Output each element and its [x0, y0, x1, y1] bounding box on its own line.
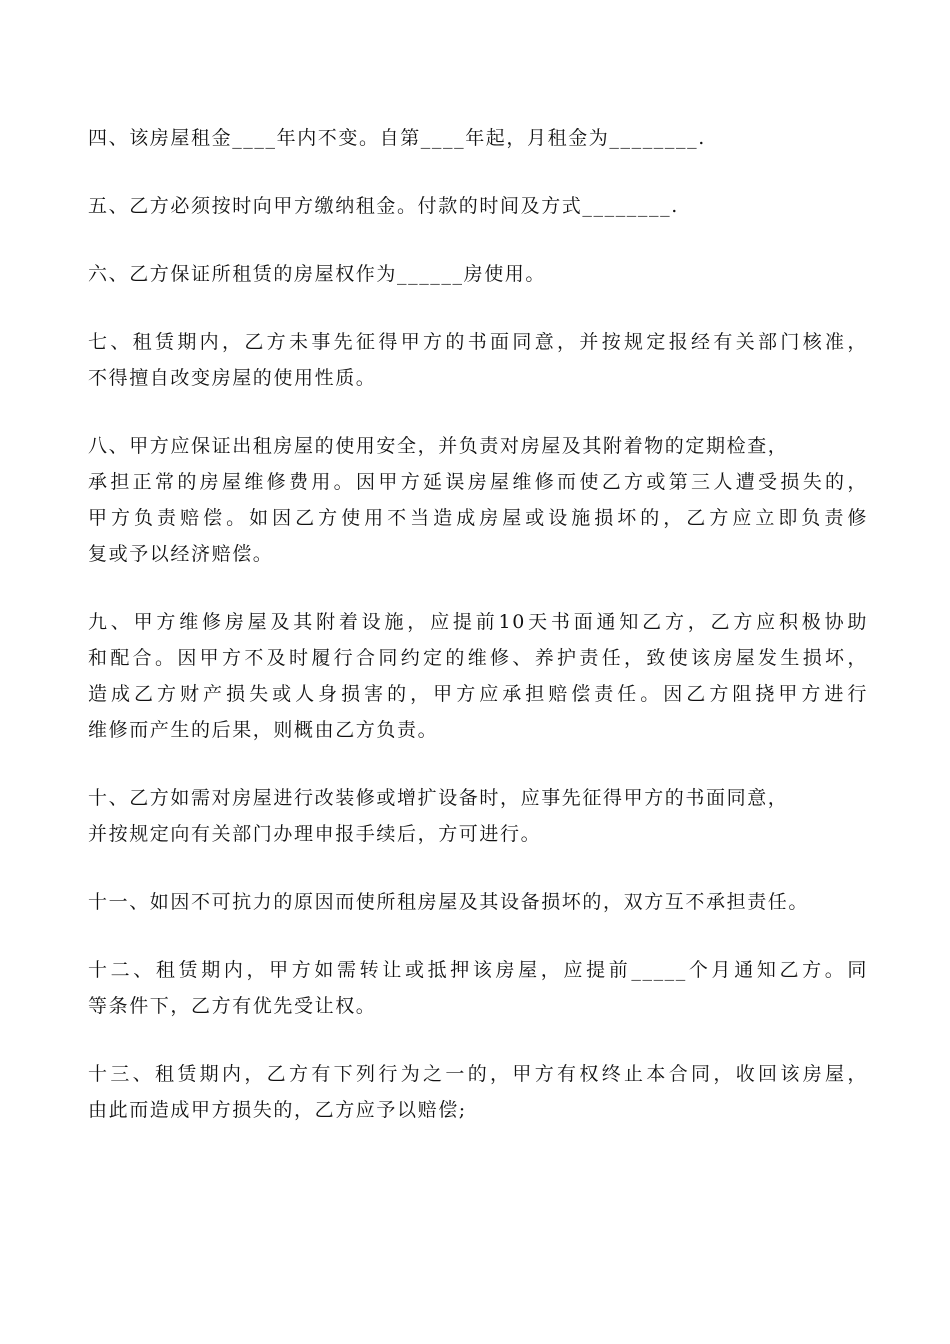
clause-line: 十、乙方如需对房屋进行改装修或增扩设备时，应事先征得甲方的书面同意， — [88, 787, 789, 809]
clause-9 — [88, 604, 868, 748]
clause-line: 维修而产生的后果，则概由乙方负责。 — [88, 719, 439, 741]
clause-line: 造成乙方财产损失或人身损害的，甲方应承担赔偿责任。因乙方阻挠甲方进行 — [88, 683, 868, 705]
clause-line: 十一、如因不可抗力的原因而使所租房屋及其设备损坏的，双方互不承担责任。 — [88, 891, 810, 913]
clause-line: 十三、租赁期内，乙方有下列行为之一的，甲方有权终止本合同，收回该房屋， — [88, 1063, 868, 1085]
contract-clauses — [88, 120, 868, 1160]
clause-line: 六、乙方保证所租赁的房屋权作为______房使用。 — [88, 263, 547, 285]
clause-5 — [88, 188, 868, 224]
clause-13 — [88, 1056, 868, 1128]
clause-line: 承担正常的房屋维修费用。因甲方延误房屋维修而使乙方或第三人遭受损失的， — [88, 471, 868, 493]
clause-6 — [88, 256, 868, 292]
clause-7 — [88, 324, 868, 396]
clause-12 — [88, 952, 868, 1024]
clause-line: 由此而造成甲方损失的，乙方应予以赔偿; — [88, 1099, 467, 1121]
clause-line: 五、乙方必须按时向甲方缴纳租金。付款的时间及方式________. — [88, 195, 679, 217]
clause-line: 复或予以经济赔偿。 — [88, 543, 274, 565]
clause-line: 并按规定向有关部门办理申报手续后，方可进行。 — [88, 823, 542, 845]
clause-4 — [88, 120, 868, 156]
clause-8 — [88, 428, 868, 572]
clause-line: 九、甲方维修房屋及其附着设施，应提前10天书面通知乙方，乙方应积极协助 — [88, 611, 868, 633]
clause-line: 四、该房屋租金____年内不变。自第____年起，月租金为________. — [88, 127, 706, 149]
clause-line: 七、租赁期内，乙方未事先征得甲方的书面同意，并按规定报经有关部门核准， — [88, 331, 868, 353]
clause-line: 十二、租赁期内，甲方如需转让或抵押该房屋，应提前_____个月通知乙方。同 — [88, 959, 868, 981]
clause-line: 八、甲方应保证出租房屋的使用安全，并负责对房屋及其附着物的定期检查， — [88, 435, 789, 457]
clause-line: 甲方负责赔偿。如因乙方使用不当造成房屋或设施损坏的，乙方应立即负责修 — [88, 507, 868, 529]
clause-11 — [88, 884, 868, 920]
clause-line: 不得擅自改变房屋的使用性质。 — [88, 367, 377, 389]
clause-10 — [88, 780, 868, 852]
clause-line: 和配合。因甲方不及时履行合同约定的维修、养护责任，致使该房屋发生损坏， — [88, 647, 868, 669]
clause-line: 等条件下，乙方有优先受让权。 — [88, 995, 377, 1017]
